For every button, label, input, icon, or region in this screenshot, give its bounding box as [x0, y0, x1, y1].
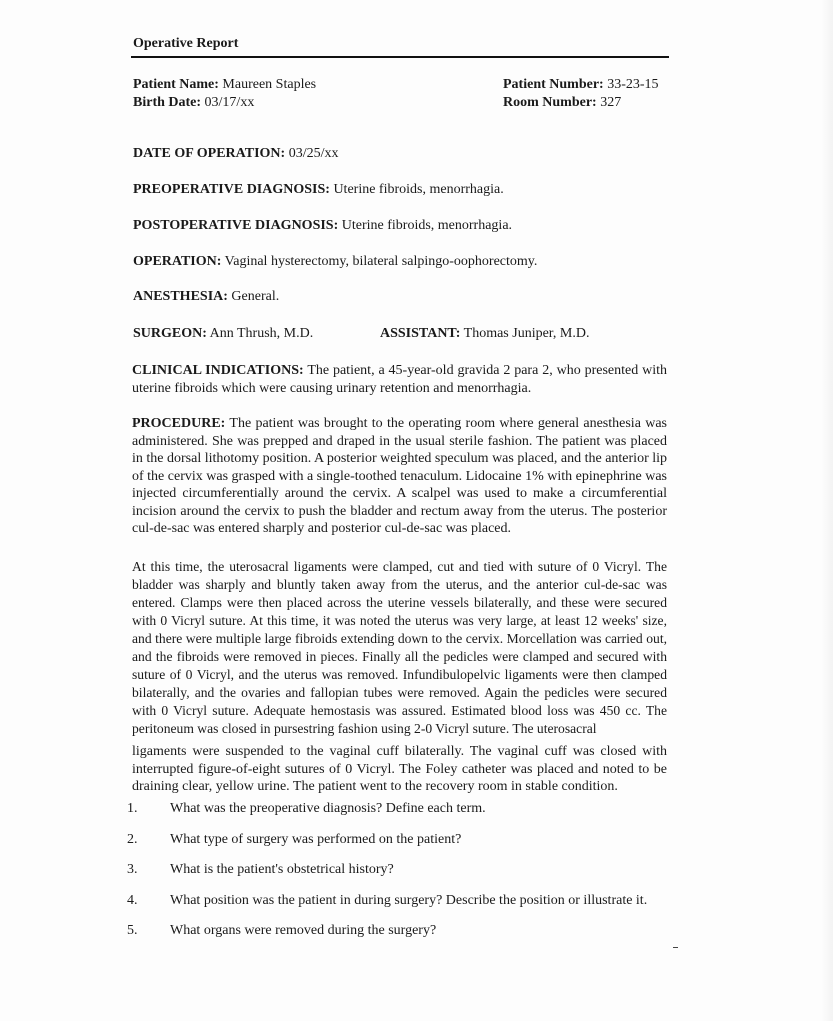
room-number: 327	[600, 95, 622, 110]
operation-label: OPERATION:	[133, 254, 222, 269]
list-item	[127, 861, 647, 892]
operation	[133, 254, 537, 270]
patient-number: 33-23-15	[607, 77, 659, 92]
list-item	[127, 800, 647, 831]
anesthesia-label: ANESTHESIA:	[133, 289, 228, 304]
list-item	[127, 922, 647, 953]
procedure-label: PROCEDURE:	[132, 416, 226, 431]
postoperative-diagnosis-value: Uterine fibroids, menorrhagia.	[341, 218, 513, 233]
birth-date-row	[133, 94, 316, 112]
date-of-operation-label: DATE OF OPERATION:	[133, 146, 286, 161]
stray-mark	[673, 947, 678, 948]
assistant	[380, 326, 589, 342]
report-title: Operative Report	[133, 36, 239, 51]
question-number: 2.	[127, 831, 138, 847]
clinical-indications	[132, 362, 667, 397]
question-text: What position was the patient in during surgery? Describe the position or illustrate it.	[170, 892, 648, 908]
procedure-paragraph	[132, 415, 667, 538]
header-divider	[131, 56, 669, 58]
birth-date: 03/17/xx	[204, 95, 255, 110]
room-number-label: Room Number:	[503, 95, 597, 110]
question-list	[127, 800, 647, 953]
patient-name: Maureen Staples	[222, 77, 317, 92]
patient-name-row	[133, 76, 316, 94]
surgeon-label: SURGEON:	[133, 326, 207, 341]
room-number-row	[503, 94, 659, 112]
page-edge-shadow	[821, 0, 833, 1021]
patient-name-label: Patient Name:	[133, 77, 219, 92]
question-text: What is the patient's obstetrical history?	[170, 862, 394, 877]
procedure-text: The patient was brought to the operating room where general anesthesia was administered. She was prepped and draped in the usual sterile fashion. The patient was placed in the dorsal lithotomy position. A posterior weighted speculum was placed, and the anterior lip of the cervix was grasped with a single-toothed tenaculum. Lidocaine 1% with epinephrine was injected circumferentially around the cervix. A scalpel was used to make a circumferential incision around the cervix to push the bladder and rectum away from the uterus. The posterior cul-de-sac was entered sharply and posterior cul-de-sac was placed.	[132, 416, 668, 536]
list-item	[127, 831, 647, 862]
preoperative-diagnosis	[133, 182, 504, 198]
question-number: 3.	[127, 862, 138, 877]
clinical-indications-label: CLINICAL INDICATIONS:	[132, 363, 304, 378]
patient-info-right	[503, 76, 659, 112]
patient-info-left	[133, 76, 316, 112]
list-item	[127, 892, 647, 923]
date-of-operation	[133, 146, 338, 162]
surgeon	[133, 326, 313, 342]
preoperative-diagnosis-value: Uterine fibroids, menorrhagia.	[333, 182, 504, 197]
patient-number-row	[503, 76, 659, 94]
procedure-closing: ligaments were suspended to the vaginal cuff bilaterally. The vaginal cuff was closed with interrupted figure-of-eight sutures of 0 Vicryl. The Foley catheter was placed and noted to be draining clear, yellow urine. The patient went to the recovery room in stable condition.	[132, 744, 667, 794]
birth-date-label: Birth Date:	[133, 95, 202, 110]
question-text: What type of surgery was performed on the patient?	[170, 831, 462, 847]
surgeon-value: Ann Thrush, M.D.	[209, 326, 314, 341]
postoperative-diagnosis	[133, 218, 512, 234]
date-of-operation-value: 03/25/xx	[288, 146, 339, 161]
postoperative-diagnosis-label: POSTOPERATIVE DIAGNOSIS:	[133, 218, 339, 233]
preoperative-diagnosis-label: PREOPERATIVE DIAGNOSIS:	[133, 182, 330, 197]
question-number: 4.	[127, 892, 138, 908]
anesthesia	[133, 289, 279, 305]
question-text: What organs were removed during the surgery?	[170, 923, 437, 938]
question-number: 1.	[127, 801, 138, 816]
assistant-value: Thomas Juniper, M.D.	[463, 326, 590, 341]
procedure-continuation: At this time, the uterosacral ligaments were clamped, cut and tied with suture of 0 Vicryl. The bladder was sharply and bluntly taken away from the uterus, and the anterior cul-de-sac was entered. Clamps were then placed across the uterine vessels bilaterally, and these were secured with 0 Vicryl suture. At this time, it was noted the uterus was very large, at least 12 weeks' size, and there were multiple large fibroids extending down to the cervix. Morcellation was carried out, and the fibroids were removed in pieces. Finally all the pedicles were clamped and secured with suture of 0 Vicryl, and the uterus was removed. Infundibulopelvic ligaments were then clamped bilaterally, and the ovaries and fallopian tubes were removed. Again the pedicles were secured with 0 Vicryl suture. Adequate hemostasis was assured. Estimated blood loss was 450 cc. The peritoneum was closed in pursestring fashion using 2-0 Vicryl suture. The uterosacral	[132, 559, 667, 736]
anesthesia-value: General.	[231, 289, 280, 304]
assistant-label: ASSISTANT:	[380, 326, 461, 341]
patient-number-label: Patient Number:	[503, 77, 604, 92]
clinical-indications-text: The patient, a 45-year-old gravida 2 para 2, who presented with uterine fibroids which were causing urinary retention and menorrhagia.	[132, 363, 668, 396]
question-text: What was the preoperative diagnosis? Define each term.	[170, 801, 486, 816]
operation-value: Vaginal hysterectomy, bilateral salpingo-oophorectomy.	[224, 254, 538, 269]
question-number: 5.	[127, 923, 138, 938]
